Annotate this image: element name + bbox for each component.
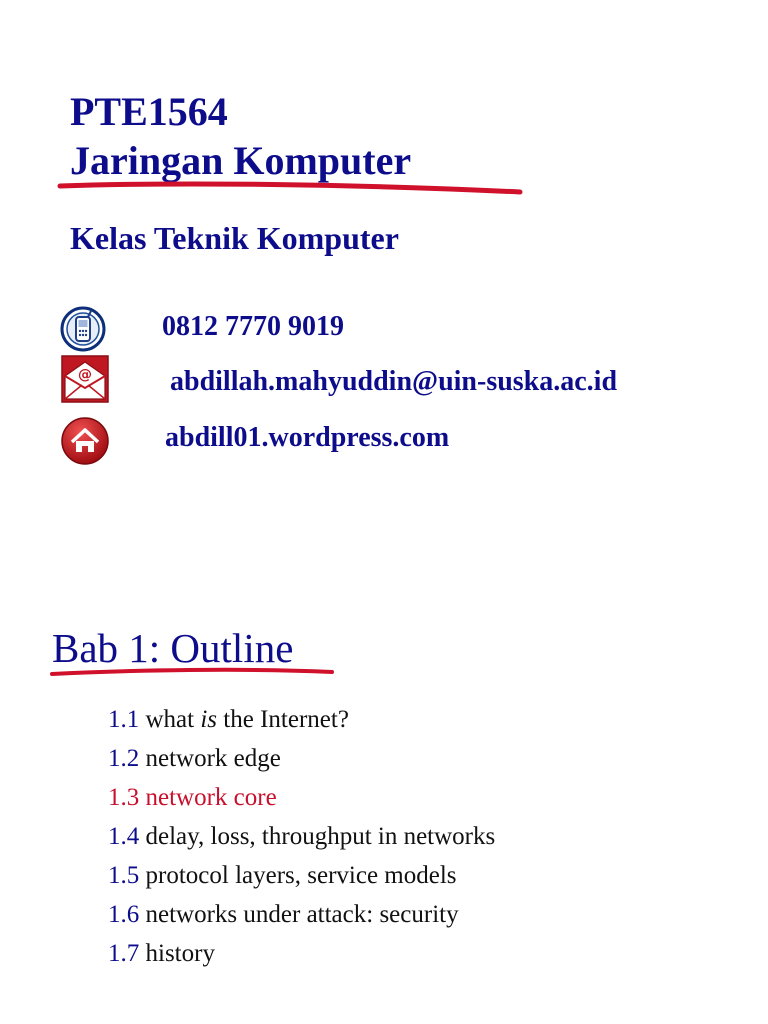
home-icon	[60, 416, 110, 466]
outline-item-current	[108, 783, 495, 822]
outline-item-number: 1.1	[108, 706, 140, 733]
course-code: PTE1564	[70, 89, 228, 134]
outline-item-text: networks under attack: security	[145, 901, 459, 928]
outline-item-number: 1.3	[108, 784, 140, 811]
outline-item-number: 1.4	[108, 823, 140, 850]
email-envelope-icon	[60, 354, 110, 404]
outline-item-number: 1.5	[108, 862, 140, 889]
mobile-phone-icon	[60, 306, 110, 352]
phone-number: 0812 7770 9019	[162, 311, 344, 342]
outline-item-text: network core	[145, 784, 277, 811]
outline-item-text-end: the Internet?	[217, 706, 349, 733]
outline-underline	[48, 664, 338, 680]
class-name: Kelas Teknik Komputer	[70, 220, 399, 256]
outline-item-number: 1.2	[108, 745, 140, 772]
outline-item-number: 1.7	[108, 940, 140, 967]
email-address: abdillah.mahyuddin@uin-suska.ac.id	[170, 366, 618, 397]
outline-item	[108, 900, 495, 939]
outline-item-emphasis: is	[200, 706, 218, 733]
website-url: abdill01.wordpress.com	[165, 422, 450, 453]
outline-item-text: protocol layers, service models	[145, 862, 457, 889]
outline-item	[108, 822, 495, 861]
course-name: Jaringan Komputer	[70, 138, 412, 183]
outline-list	[108, 705, 495, 978]
outline-item-text: delay, loss, throughput in networks	[145, 823, 496, 850]
outline-item-text: network edge	[145, 745, 281, 772]
outline-heading: Bab 1: Outline	[52, 625, 294, 671]
svg-text:@: @	[78, 367, 92, 383]
outline-item	[108, 744, 495, 783]
outline-item-text: history	[145, 940, 215, 967]
title-underline	[56, 178, 526, 198]
outline-item-number: 1.6	[108, 901, 140, 928]
outline-item	[108, 939, 495, 978]
outline-item	[108, 861, 495, 900]
outline-item-text: what	[145, 706, 201, 733]
outline-item	[108, 705, 495, 744]
